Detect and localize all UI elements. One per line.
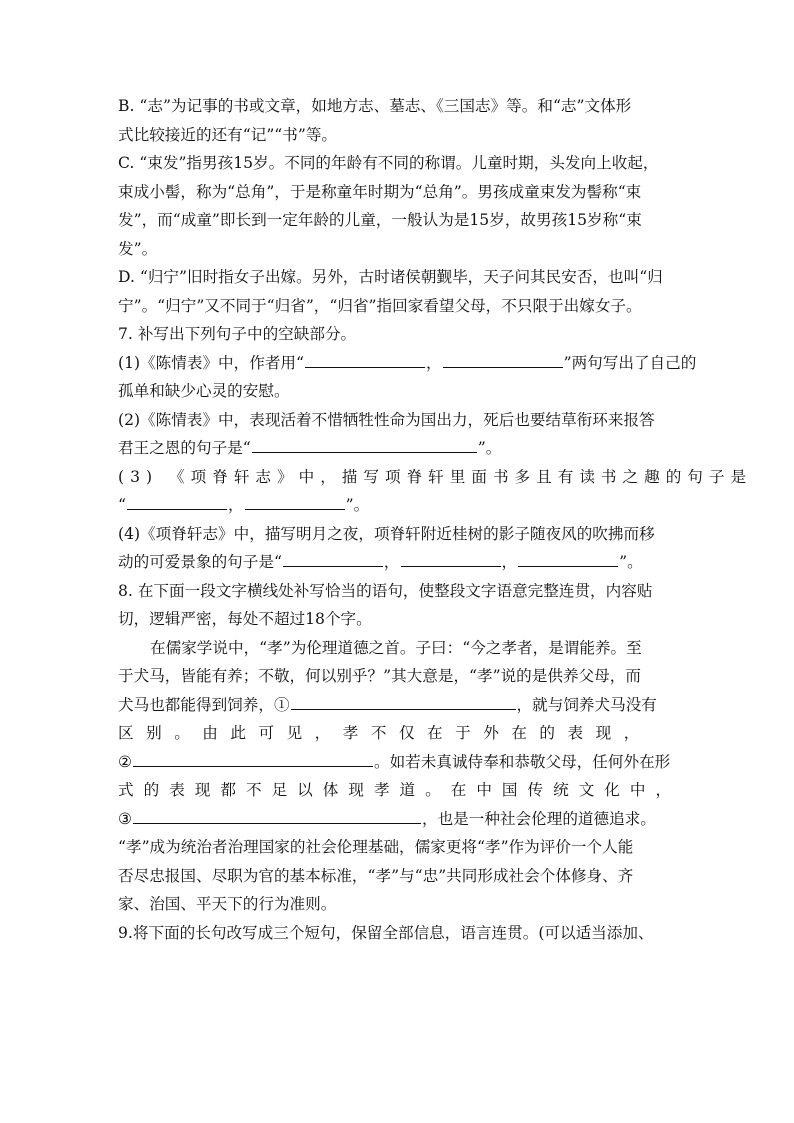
answer-blank[interactable] — [305, 349, 425, 368]
passage-line-7-text-a: ③ — [118, 809, 132, 828]
question-7-4-close: ”。 — [619, 553, 643, 571]
question-7-2-text-b: ”。 — [477, 439, 502, 457]
passage-line-9: 否尽忠报国、尽职为官的基本标准，“孝”与“忠”共同形成社会个体修身、齐 — [118, 866, 634, 885]
question-7-3-open-quote: “ — [118, 496, 126, 514]
question-7-1-text-a: (1)《陈情表》中，作者用“ — [118, 353, 304, 372]
passage-line-5-text-a: ② — [118, 752, 132, 771]
option-c-line-1: C. “束发”指男孩15岁。不同的年龄有不同的称谓。儿童时期，头发向上收起， — [118, 154, 659, 172]
question-7-1-sep: ， — [426, 353, 442, 372]
answer-blank-1[interactable] — [291, 691, 516, 710]
passage-line-1: 在儒家学说中，“孝”为伦理道德之首。子曰：“今之孝者，是谓能养。至 — [150, 638, 642, 657]
answer-blank[interactable] — [401, 548, 501, 567]
question-9-title: 9.将下面的长句改写成三个短句，保留全部信息，语言连贯。(可以适当添加、 — [118, 923, 654, 942]
passage-line-7-text-b: ，也是一种社会伦理的道德追求。 — [421, 809, 656, 828]
question-7-3-close: ”。 — [345, 496, 370, 514]
passage-line-6: 式的表现都不足以体现孝道。在中国传统文化中， — [118, 781, 682, 799]
answer-blank[interactable] — [127, 491, 227, 510]
passage-line-10: 家、治国、平天下的行为准则。 — [118, 895, 337, 913]
passage-line-2: 于犬马，皆能有养；不敬，何以别乎？”其大意是，“孝”说的是供养父母，而 — [118, 667, 641, 685]
question-8-line-1: 8. 在下面一段文字横线处补写恰当的语句，使整段文字语意完整连贯，内容贴 — [118, 581, 653, 600]
question-7-1-text-b: ”两句写出了自己的 — [563, 353, 697, 372]
question-7-3-sep: ， — [227, 496, 244, 514]
passage-line-5 — [118, 748, 678, 777]
question-7-3-line-2 — [118, 491, 678, 520]
question-7-3-line-1: (3) 《项脊轩志》中，描写项脊轩里面书多且有读书之趣的句子是 — [118, 467, 753, 486]
answer-blank[interactable] — [245, 491, 345, 510]
question-7-4-line-2 — [118, 548, 678, 577]
question-7-2-text-a: 君王之恩的句子是“ — [118, 439, 251, 457]
answer-blank[interactable] — [252, 434, 477, 453]
question-7-1-line-1 — [118, 349, 697, 378]
option-d-line-2: 宁”。“归宁”又不同于“归省”，“归省”指回家看望父母，不只限于出嫁女子。 — [118, 296, 642, 315]
question-7-4-sep-1: ， — [383, 553, 400, 571]
passage-line-4: 区别。由此可见，孝不仅在于外在的表现， — [118, 724, 652, 742]
question-7-4-line-1: (4)《项脊轩志》中，描写明月之夜，项脊轩附近桂树的影子随夜风的吹拂而移 — [118, 524, 655, 543]
answer-blank[interactable] — [283, 548, 383, 567]
passage-line-5-text-b: 。如若未真诚侍奉和恭敬父母，任何外在形 — [373, 752, 671, 771]
question-8-line-2: 切，逻辑严密，每处不超过18个字。 — [118, 610, 372, 628]
question-7-1-line-2: 孤单和缺少心灵的安慰。 — [118, 382, 290, 400]
question-7-4-text-a: 动的可爱景象的句子是“ — [118, 553, 282, 571]
question-7-4-sep-2: ， — [501, 553, 518, 571]
option-b-line-2: 式比较接近的还有“记”“书”等。 — [118, 125, 338, 144]
passage-line-3-text-b: ，就与饲养犬马没有 — [516, 695, 657, 714]
option-d-line-1: D. “归宁”旧时指女子出嫁。另外，古时诸侯朝觐毕，天子问其民安否，也叫“归 — [118, 268, 663, 286]
option-b-line-1: B. “志”为记事的书或文章，如地方志、墓志、《三国志》等。和“志”文体形 — [118, 97, 632, 115]
passage-line-3-text-a: 犬马也都能得到饲养，① — [118, 695, 290, 714]
passage-line-7 — [118, 805, 678, 834]
option-c-line-3: 发”，而“成童”即长到一定年龄的儿童，一般认为是15岁，故男孩15岁称“束 — [118, 211, 642, 229]
answer-blank[interactable] — [518, 548, 618, 567]
question-7-2-line-2 — [118, 434, 678, 463]
answer-blank[interactable] — [443, 349, 563, 368]
option-c-line-4: 发”。 — [118, 239, 158, 258]
question-7-title: 7. 补写出下列句子中的空缺部分。 — [118, 325, 357, 343]
answer-blank-3[interactable] — [133, 805, 421, 824]
question-7-2-line-1: (2)《陈情表》中，表现活着不惜牺牲性命为国出力，死后也要结草衔环来报答 — [118, 410, 655, 429]
passage-line-3 — [118, 691, 678, 720]
passage-line-8: “孝”成为统治者治理国家的社会伦理基础，儒家更将“孝”作为评价一个人能 — [118, 838, 634, 856]
answer-blank-2[interactable] — [133, 748, 373, 767]
document-page — [118, 92, 753, 947]
option-c-line-2: 束成小髻，称为“总角”，于是称童年时期为“总角”。男孩成童束发为髻称“束 — [118, 182, 642, 201]
